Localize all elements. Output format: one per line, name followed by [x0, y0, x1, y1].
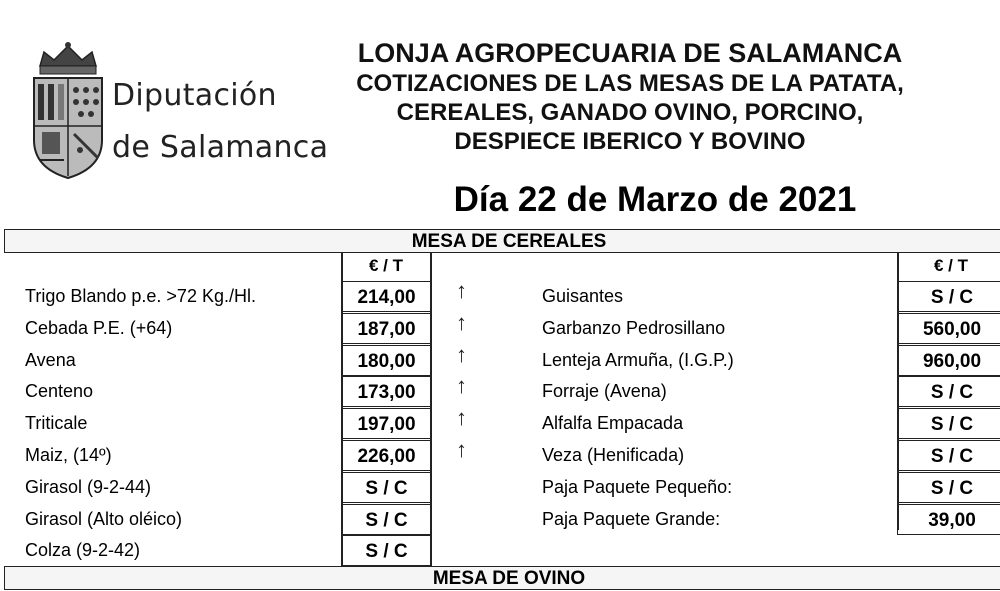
- price-value: 173,00: [341, 376, 432, 407]
- trend-up-icon: ↑: [456, 278, 467, 303]
- row-label: Alfalfa Empacada: [542, 413, 684, 433]
- price-value: 560,00: [897, 313, 1000, 344]
- price-value: 180,00: [341, 345, 432, 376]
- price-value: 187,00: [341, 313, 432, 344]
- row-label: Veza (Henificada): [542, 445, 685, 465]
- row-label: Paja Paquete Grande:: [542, 509, 721, 529]
- logo-text-diputacion: Diputación: [112, 78, 277, 113]
- trend-up-icon: ↑: [456, 437, 467, 462]
- price-value: S / C: [897, 281, 1000, 312]
- report-date: Día 22 de Marzo de 2021: [453, 180, 857, 219]
- row-label: Cebada P.E. (+64): [25, 318, 173, 338]
- price-value: 39,00: [897, 504, 1000, 535]
- price-value: S / C: [341, 472, 432, 503]
- price-value: S / C: [897, 376, 1000, 407]
- price-value: 197,00: [341, 408, 432, 439]
- price-value: S / C: [897, 472, 1000, 503]
- page-title: LONJA AGROPECUARIA DE SALAMANCA: [357, 38, 903, 68]
- row-label: Girasol (Alto oléico): [25, 509, 183, 529]
- section-header-ovino: MESA DE OVINO: [4, 566, 1000, 590]
- row-label: Avena: [25, 350, 76, 370]
- subtitle-line-1: COTIZACIONES DE LAS MESAS DE LA PATATA,: [356, 70, 904, 97]
- section-header-cereales: MESA DE CEREALES: [4, 229, 1000, 253]
- unit-right: € / T: [933, 256, 968, 275]
- row-label: Colza (9-2-42): [25, 540, 141, 560]
- price-value: 226,00: [341, 440, 432, 471]
- trend-up-icon: ↑: [456, 373, 467, 398]
- trend-up-icon: ↑: [456, 310, 467, 335]
- row-label: Triticale: [25, 413, 88, 433]
- row-label: Forraje (Avena): [542, 381, 667, 401]
- logo-text-salamanca: de Salamanca: [112, 130, 329, 165]
- price-value: S / C: [897, 408, 1000, 439]
- price-value: 960,00: [897, 345, 1000, 376]
- trend-up-icon: ↑: [456, 405, 467, 430]
- row-label: Trigo Blando p.e. >72 Kg./Hl.: [25, 286, 256, 306]
- subtitle-line-3: DESPIECE IBERICO Y BOVINO: [454, 128, 806, 155]
- price-value: S / C: [341, 504, 432, 535]
- price-value: 214,00: [341, 281, 432, 312]
- row-label: Girasol (9-2-44): [25, 477, 152, 497]
- row-label: Paja Paquete Pequeño:: [542, 477, 733, 497]
- subtitle-line-2: CEREALES, GANADO OVINO, PORCINO,: [396, 99, 864, 126]
- row-label: Garbanzo Pedrosillano: [542, 318, 726, 338]
- row-label: Lenteja Armuña, (I.G.P.): [542, 350, 734, 370]
- price-value: S / C: [341, 535, 432, 566]
- row-label: Maiz, (14º): [25, 445, 112, 465]
- coat-of-arms-icon: [28, 40, 108, 180]
- trend-up-icon: ↑: [456, 342, 467, 367]
- unit-left: € / T: [368, 256, 403, 275]
- row-label: Centeno: [25, 381, 94, 401]
- row-label: Guisantes: [542, 286, 624, 306]
- price-value: S / C: [897, 440, 1000, 471]
